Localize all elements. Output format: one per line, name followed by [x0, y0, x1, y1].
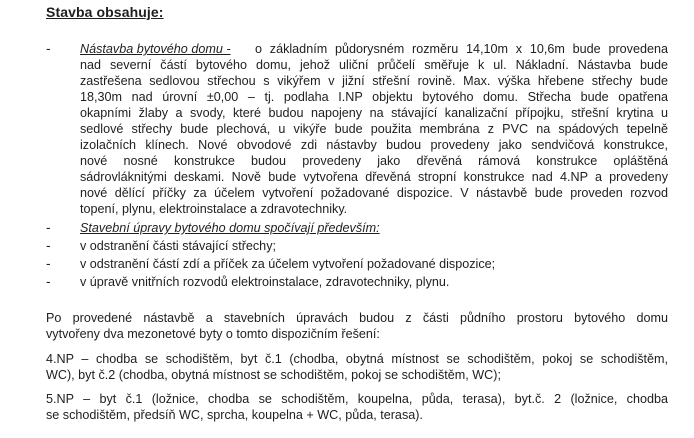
bullet-item-2: -: [46, 220, 51, 235]
bullet-item-1: -: [46, 41, 51, 56]
bullet-subitem-3: -: [46, 274, 51, 289]
item-1-line-0: o základním půdorysném rozměru 14,10m x 10,6m bude provedena: [255, 42, 668, 56]
item-1-line-4: okapními žlaby a svody, které budou napojeny na stávající kanalizační přípojku, střešní krytina u: [80, 106, 668, 120]
bullet-subitem-1: -: [46, 238, 51, 253]
item-1-line-2: zastřešena sedlovou střechou s vikýřem v jižní střešní rovině. Max. výška hřebene střechy bude: [80, 74, 668, 88]
item-1-line-7: nové nosné konstrukce budou provedeny jako dřevěná rámová konstrukce opláštěná: [80, 154, 668, 168]
floor-5np-line-0: 5.NP – byt č.1 (ložnice, chodba se schodištěm, koupelna, půda, terasa), byt.č. 2 (ložnice, chodba: [46, 392, 668, 406]
item-2-subitem-2: v úpravě vnitřních rozvodů elektroinstalace, zdravotechniky, plynu.: [80, 275, 450, 289]
item-1-title: Nástavba bytového domu -: [80, 42, 231, 56]
floor-4np-line-0: 4.NP – chodba se schodištěm, byt č.1 (chodba, obytná místnost se schodištěm, pokoj se schodištěm,: [46, 352, 668, 366]
item-2-title: Stavební úpravy bytového domu spočívají především:: [80, 221, 380, 235]
bullet-subitem-2: -: [46, 256, 51, 271]
item-1-line-1: nad severní částí bytového domu, jehož uliční průčelí směřuje k ul. Nákladní. Nástavba bude: [80, 58, 668, 72]
floor-5np-line-1: se schodištěm, předsíň WC, sprcha, koupelna + WC, půda, terasa).: [46, 408, 423, 422]
item-1-line-9: nové dělící příčky za účelem vytvoření požadované dispozice. V nástavbě bude proveden rozvod: [80, 186, 668, 200]
paragraph-line-0: Po provedené nástavbě a stavebních úpravách budou z části půdního prostoru bytového domu: [46, 311, 668, 325]
item-1-line-10: topení, plynu, elektroinstalace a zdravotechniky.: [80, 202, 348, 216]
item-1-line-6: izolačních klínech. Nové obvodové zdi nástavby budou provedeny jako sendvičová konstrukce,: [80, 138, 668, 152]
section-heading: Stavba obsahuje:: [46, 4, 164, 20]
item-1-line-3: 18,30m nad úrovní ±0,00 – tj. podlaha I.NP objektu bytového domu. Střecha bude opatřena: [80, 90, 668, 104]
floor-4np-line-1: WC), byt č.2 (chodba, obytná místnost se schodištěm, pokoj se schodištěm, WC);: [46, 368, 501, 382]
paragraph-line-1: vytvořeny dva mezonetové byty o tomto dispozičním řešení:: [46, 327, 380, 341]
item-1-line-5: sedlové střechy bude plechová, u vikýře bude použita membrána z PVC na spádových tepelně: [80, 122, 668, 136]
item-1-line-8: sádrovláknitými deskami. Nově bude vytvořena dřevěná stropní konstrukce nad 4.NP a provedeny: [80, 170, 668, 184]
item-2-subitem-0: v odstranění části stávající střechy;: [80, 239, 276, 253]
item-2-subitem-1: v odstranění částí zdí a příček za účelem vytvoření požadované dispozice;: [80, 257, 496, 271]
